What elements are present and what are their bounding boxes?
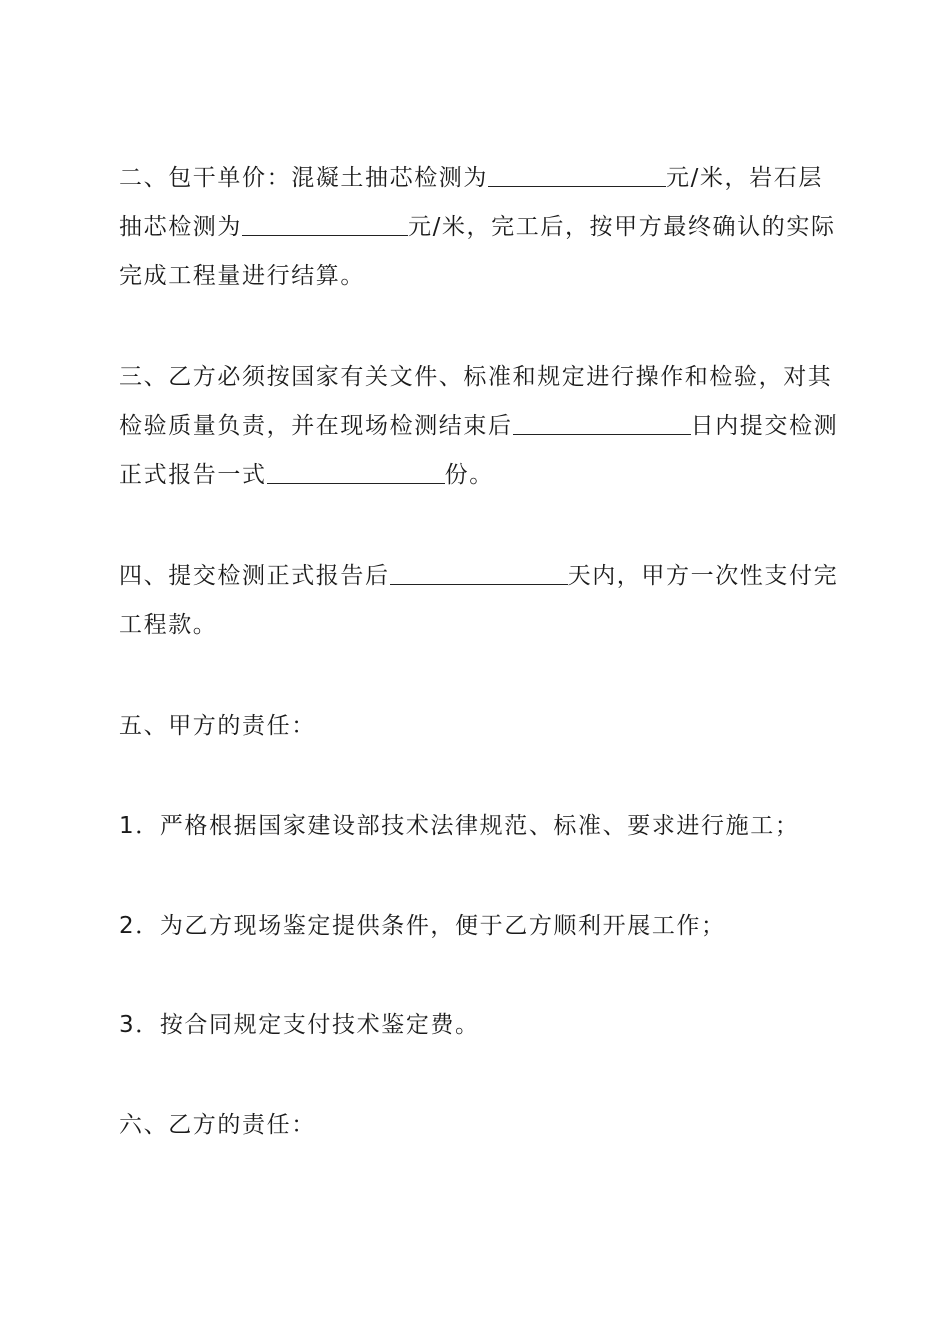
section5-item1: 1．严格根据国家建设部技术法律规范、标准、要求进行施工； — [119, 813, 800, 839]
section3-line1: 三、乙方必须按国家有关文件、标准和规定进行操作和检验，对其 — [119, 364, 833, 390]
section4-line1-text-a: 四、提交检测正式报告后 — [119, 563, 390, 589]
section3-line2-text-a: 检验质量负责，并在现场检测结束后 — [119, 413, 513, 439]
section6-heading: 六、乙方的责任： — [119, 1112, 316, 1138]
section3-line3-text-b: 份。 — [444, 462, 494, 488]
report-days-blank[interactable] — [513, 410, 691, 435]
section4-line1-text-b: 天内，甲方一次性支付完 — [567, 563, 839, 589]
unit-price-rock-blank[interactable] — [242, 211, 408, 236]
section2-line3: 完成工程量进行结算。 — [119, 263, 365, 289]
section4-line1 — [119, 556, 839, 596]
section2-line2-text-a: 抽芯检测为 — [119, 214, 242, 240]
section5-item2: 2．为乙方现场鉴定提供条件，便于乙方顺利开展工作； — [119, 913, 726, 939]
section5-item3: 3．按合同规定支付技术鉴定费。 — [119, 1012, 480, 1038]
section4-line2: 工程款。 — [119, 612, 218, 638]
section2-line1 — [119, 158, 839, 198]
payment-days-blank[interactable] — [390, 560, 568, 585]
report-copies-blank[interactable] — [267, 459, 445, 484]
section2-line2-text-b: 元/米，完工后，按甲方最终确认的实际 — [408, 214, 836, 240]
section2-line1-text-b: 元/米，岩石层 — [666, 165, 823, 191]
section5-heading: 五、甲方的责任： — [119, 713, 316, 739]
section3-line2 — [119, 406, 839, 446]
unit-price-concrete-blank[interactable] — [488, 162, 666, 187]
section3-line2-text-b: 日内提交检测 — [690, 413, 839, 439]
section3-line3-text-a: 正式报告一式 — [119, 462, 267, 488]
section2-line1-text-a: 二、包干单价：混凝土抽芯检测为 — [119, 165, 488, 191]
section3-line3 — [119, 455, 839, 495]
section2-line2 — [119, 207, 839, 247]
